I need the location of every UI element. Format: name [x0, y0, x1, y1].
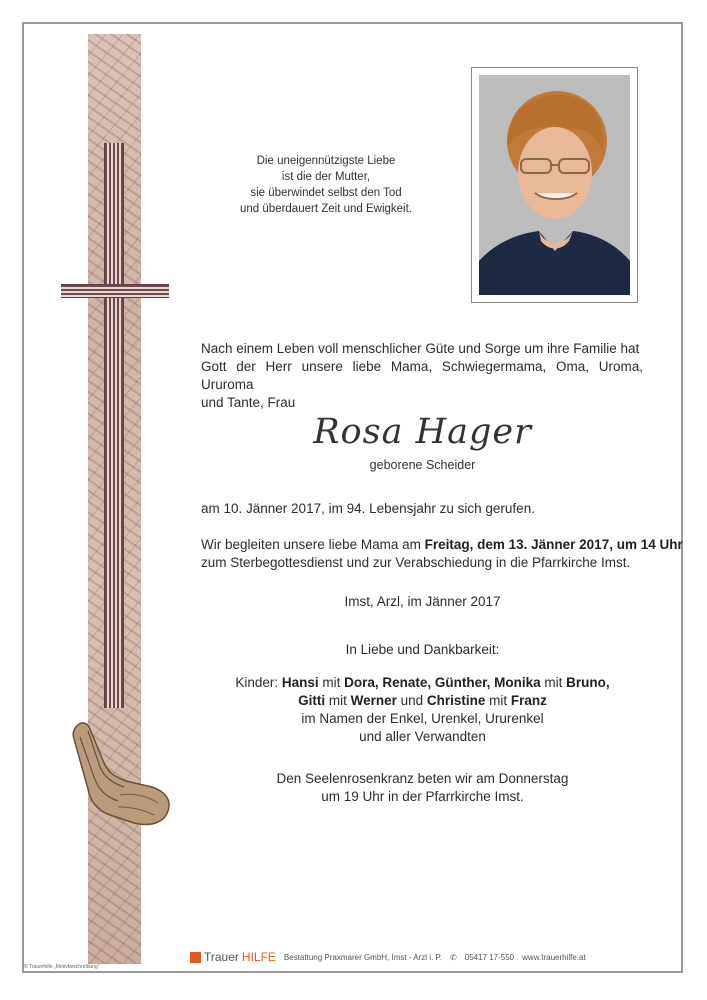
- mourner-segment: Dora, Renate, Günther, Monika: [344, 675, 541, 690]
- mourner-segment: Bruno,: [566, 675, 610, 690]
- mourner-segment: Werner: [350, 693, 397, 708]
- mourner-segment: Gitti: [298, 693, 326, 708]
- footer-phone: 05417 17-550: [464, 952, 515, 962]
- logo-text-1: Trauer: [204, 950, 239, 964]
- mourners-line-2: [200, 692, 645, 710]
- mourner-segment: Kinder:: [235, 675, 282, 690]
- mourners-line-4: und aller Verwandten: [359, 729, 486, 744]
- mourner-segment: und: [396, 693, 427, 708]
- mourner-segment: Christine: [426, 693, 486, 708]
- footer-company: Bestattung Praxmarer GmbH, Imst - Arzl i. P.: [283, 952, 443, 962]
- mourners-line-3: im Namen der Enkel, Urenkel, Ururenkel: [301, 711, 544, 726]
- logo-mark-icon: [190, 952, 201, 963]
- logo-text-2: HILFE: [241, 950, 276, 964]
- cross-horizontal-beam: [61, 284, 169, 298]
- motto-quote: [228, 153, 424, 217]
- portrait-photo: [479, 75, 630, 295]
- place-date: Imst, Arzl, im Jänner 2017: [344, 594, 501, 609]
- footer: [190, 949, 610, 965]
- maiden-name: geborene Scheider: [369, 458, 476, 472]
- death-date-line: am 10. Jänner 2017, im 94. Lebensjahr zu sich gerufen.: [201, 501, 535, 516]
- mourner-segment: mit: [318, 675, 345, 690]
- quote-line: Die uneigennützigste Liebe: [256, 155, 396, 167]
- rosary-line-2: um 19 Uhr in der Pfarrkirche Imst.: [321, 789, 524, 804]
- intro-text: [201, 340, 643, 412]
- funeral-line-1: [201, 536, 683, 554]
- quote-line: sie überwindet selbst den Tod: [250, 187, 402, 199]
- cross-vertical-beam: [104, 143, 124, 708]
- mourner-segment: Hansi: [281, 675, 319, 690]
- intro-line: Gott der Herr unsere liebe Mama, Schwiegermama, Oma, Uroma, Ururoma: [201, 359, 643, 392]
- trauerhilfe-logo: [190, 950, 276, 964]
- funeral-line-2: zum Sterbegottesdienst und zur Verabschiedung in die Pfarrkirche Imst.: [201, 555, 631, 570]
- intro-line: und Tante, Frau: [201, 395, 296, 410]
- mourner-segment: mit: [325, 693, 351, 708]
- phone-icon: ✆: [450, 952, 457, 962]
- funeral-date: Freitag, dem 13. Jänner 2017, um 14 Uhr: [424, 537, 683, 552]
- mourners-line-1: [200, 674, 645, 692]
- mourner-segment: Franz: [510, 693, 547, 708]
- funeral-prefix: Wir begleiten unsere liebe Mama am: [201, 537, 425, 552]
- footer-website[interactable]: www.trauerhilfe.at: [522, 952, 586, 962]
- portrait-frame: [471, 67, 638, 303]
- praying-hands-icon: [60, 715, 180, 835]
- gratitude-line: In Liebe und Dankbarkeit:: [345, 642, 500, 657]
- quote-line: und überdauert Zeit und Ewigkeit.: [240, 203, 412, 215]
- deceased-name: Rosa Hager: [313, 412, 532, 452]
- rosary-line-1: Den Seelenrosenkranz beten wir am Donnerstag: [276, 771, 569, 786]
- mourner-segment: mit: [485, 693, 511, 708]
- intro-line: Nach einem Leben voll menschlicher Güte und Sorge um ihre Familie hat: [201, 341, 640, 356]
- copyright-note: © Trauerhilfe „Motivbeschreibung": [24, 964, 100, 970]
- quote-line: ist die der Mutter,: [281, 171, 371, 183]
- mourner-segment: mit: [540, 675, 567, 690]
